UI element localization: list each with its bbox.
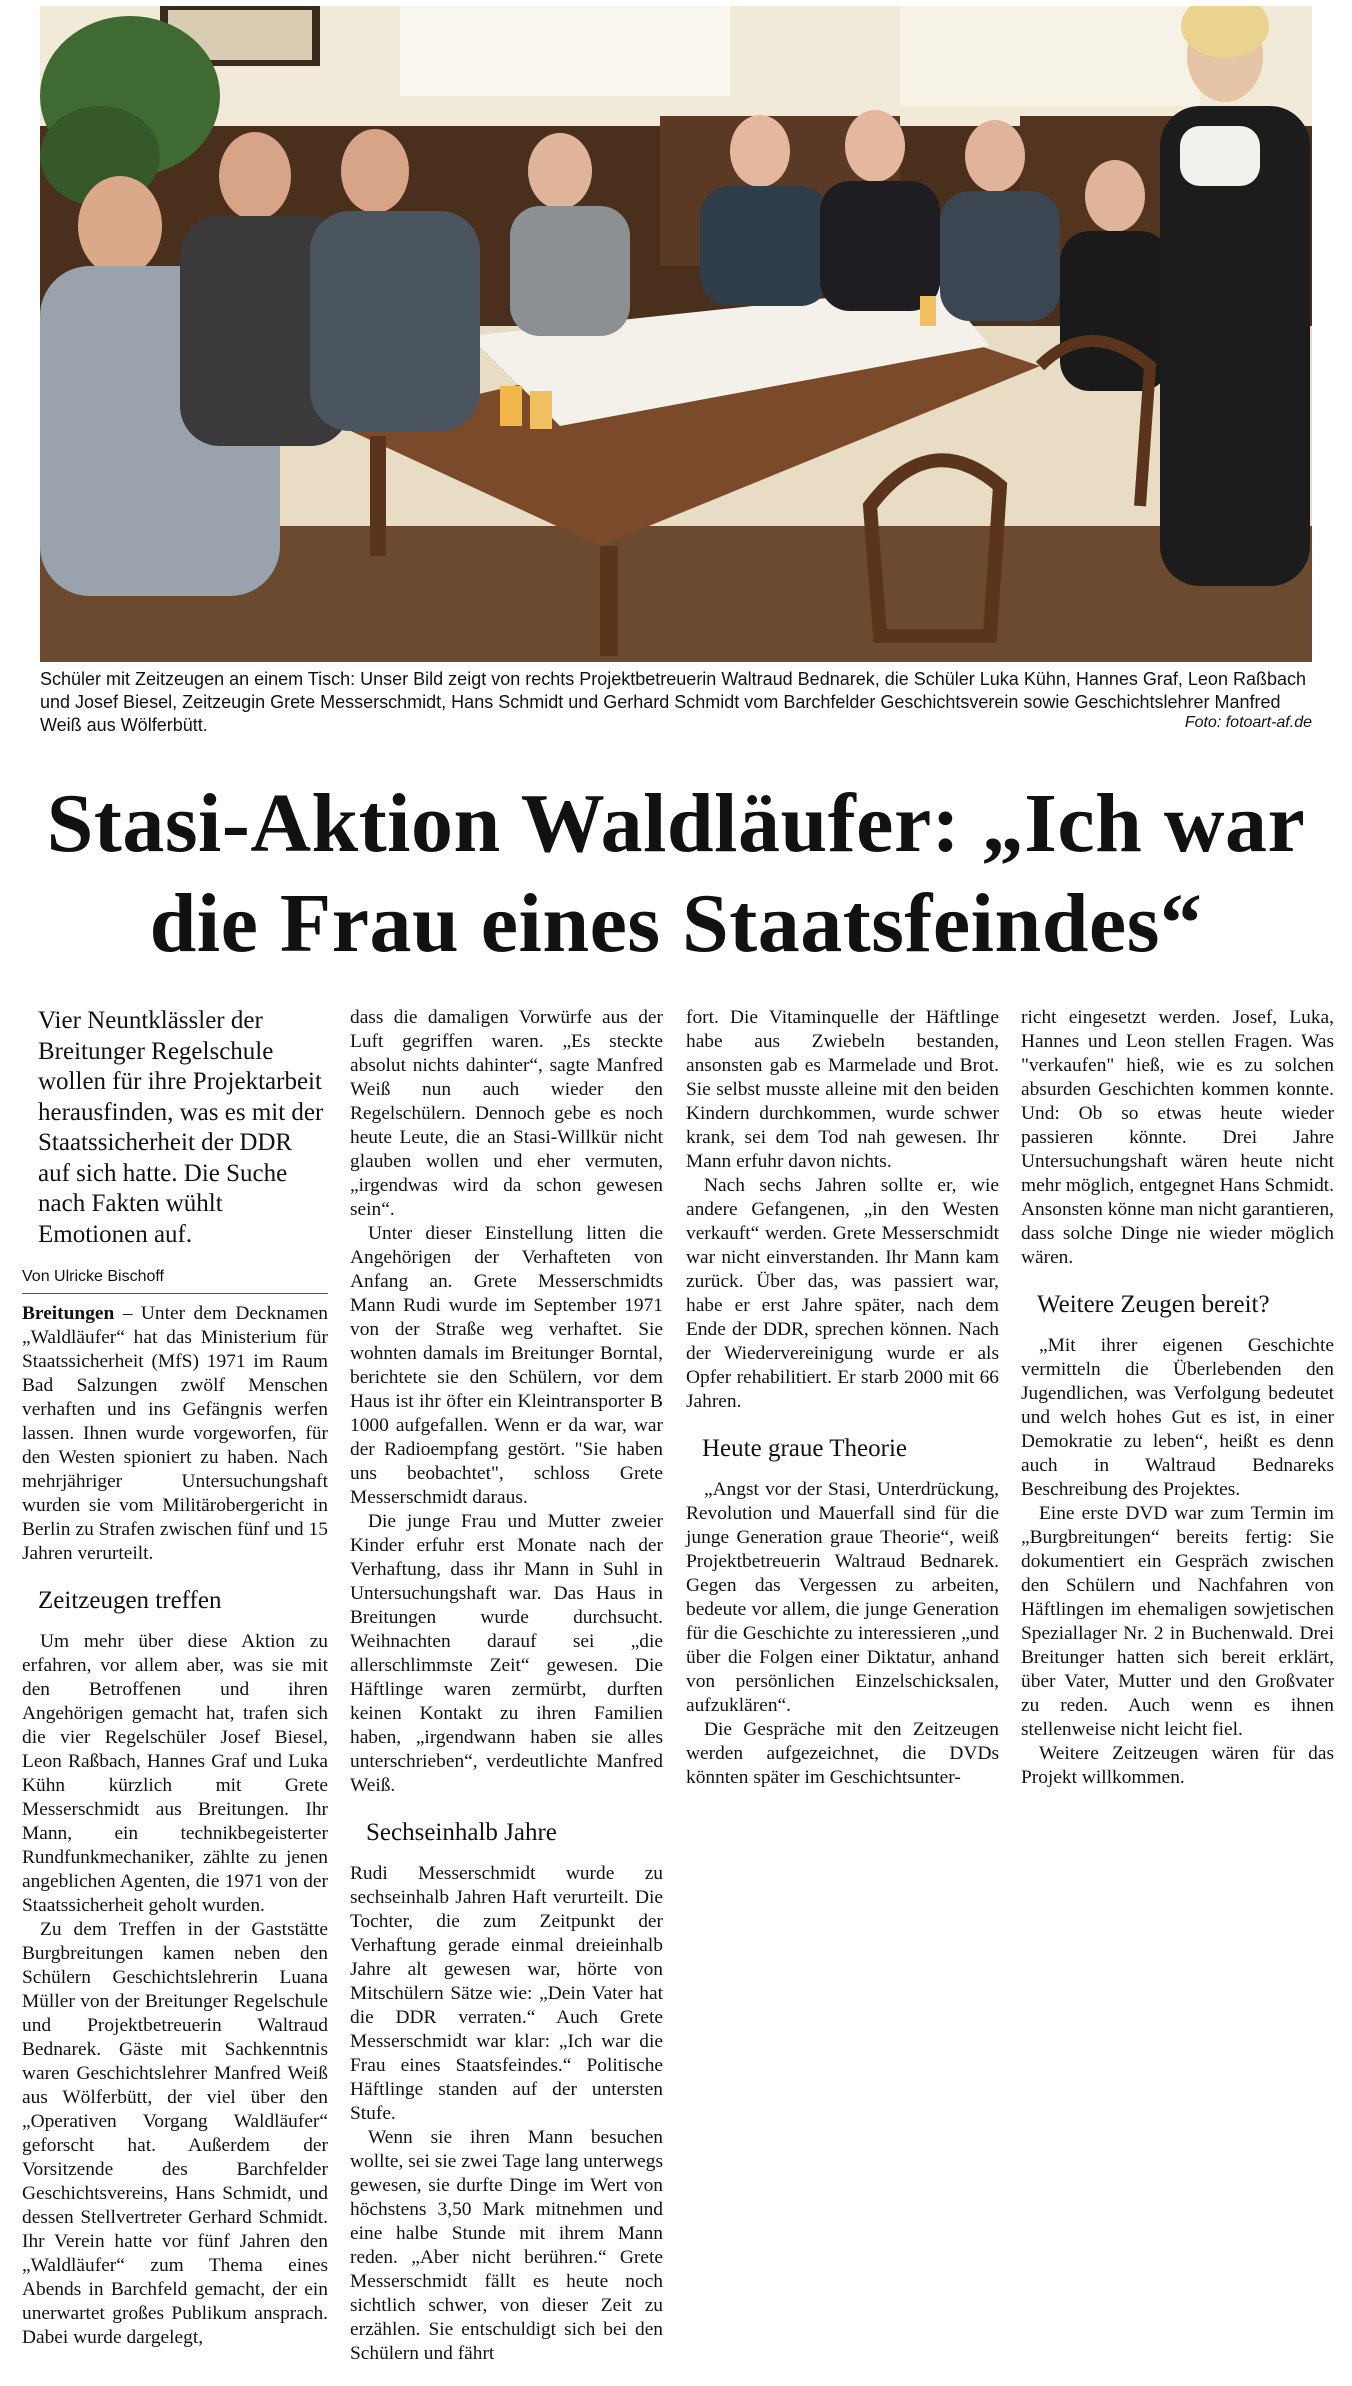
article-column-2	[350, 1006, 663, 2366]
paragraph: Rudi Messerschmidt wurde zu sechseinhalb Jahren Haft verurteilt. Die Tochter, die zum Zeitpunkt der Verhaftung gerade einmal dreieinhalb Jahre alt gewesen war, hörte von Mitschülern Sätze wie: „Dein Vater hat die DDR verraten.“ Auch Grete Messerschmidt war klar: „Ich war die Frau eines Staatsfeindes.“ Politische Häftlinge standen auf der untersten Stufe.	[350, 1863, 663, 2124]
paragraph: Eine erste DVD war zum Termin im „Burgbreitungen“ bereits fertig: Sie dokumentiert ein Gespräch zwischen den Schülern und Nachfahren von Häftlingen im ehemaligen sowjetischen Speziallager Nr. 2 in Buchenwald. Drei Breitunger hatten sich bereit erklärt, über Vater, Mutter und den Großvater zu reden. Auch wenn es ihnen stellenweise nicht leicht fiel.	[1021, 1503, 1334, 1740]
paragraph: Die junge Frau und Mutter zweier Kinder erfuhr erst Monate nach der Verhaftung, dass ihr Mann in Suhl in Untersuchungshaft war. Das Haus in Breitungen wurde durchsucht. Weihnachten darauf sei „die allerschlimmste Zeit“ gewesen. Die Häftlinge waren zermürbt, durften keinen Kontakt zu ihren Familien haben, „irgendwann haben sie alles unterschrieben“, verdeutlichte Manfred Weiß.	[350, 1511, 663, 1796]
subheading-zeitzeugen: Zeitzeugen treffen	[38, 1587, 222, 1614]
paragraph: Die Gespräche mit den Zeitzeugen werden aufgezeichnet, die DVDs könnten später im Geschichtsunter-	[686, 1719, 999, 1788]
article-teaser: Vier Neuntklässler der Breitunger Regelschule wollen für ihre Projektarbeit herausfinden, was es mit der Staatssicherheit der DDR auf sich hatte. Die Suche nach Fakten wühlt Emotionen auf.	[38, 1007, 324, 1248]
dateline: Breitungen	[22, 1303, 115, 1324]
subheading-sechseinhalb: Sechseinhalb Jahre	[366, 1819, 557, 1846]
paragraph: „Mit ihrer eigenen Geschichte vermitteln die Überlebenden den Jugendlichen, was Verfolgung bedeutet und welch hohes Gut es ist, in einer Demokratie zu leben“, heißt es denn auch in Waltraud Bednareks Beschreibung des Projektes.	[1021, 1335, 1334, 1500]
paragraph: Unter dieser Einstellung litten die Angehörigen der Verhafteten von Anfang an. Grete Messerschmidts Mann Rudi wurde im September 1971 von der Straße weg verhaftet. Sie wohnten damals im Breitunger Borntal, berichtete sie den Schülern, vor dem Haus ist ihr öfter ein Kleintransporter B 1000 aufgefallen. Wenn er da war, war der Radioempfang gestört. "Sie haben uns beobachtet", schloss Grete Messerschmidt daraus.	[350, 1223, 663, 1508]
article-column-4	[1021, 1006, 1334, 1790]
subheading-zeugen: Weitere Zeugen bereit?	[1037, 1291, 1270, 1318]
byline: Von Ulricke Bischoff	[22, 1266, 328, 1294]
article-column-3	[686, 1006, 999, 1790]
headline-line-2: die Frau eines Staatsfeindes“	[149, 877, 1203, 970]
paragraph: fort. Die Vitaminquelle der Häftlinge habe aus Zwiebeln bestanden, ansonsten gab es Marmelade und Brot. Sie selbst musste alleine mit den beiden Kindern durchkommen, wurde schwer krank, sei dem Tod nah gewesen. Ihr Mann erfuhr davon nichts.	[686, 1007, 999, 1172]
photo-credit: Foto: fotoart-af.de	[1184, 714, 1312, 731]
paragraph: Nach sechs Jahren sollte er, wie andere Gefangenen, „in den Westen verkauft“ werden. Grete Messerschmidt war nicht einverstanden. Ihr Mann kam zurück. Über das, was passiert war, habe er erst Jahre später, nach dem Ende der DDR, sprechen können. Nach der Wiedervereinigung wurde er als Opfer rehabilitiert. Er starb 2000 mit 66 Jahren.	[686, 1175, 999, 1412]
paragraph-text: – Unter dem Decknamen „Waldläufer“ hat das Ministerium für Staatssicherheit (MfS) 1971 im Raum Bad Salzungen zwölf Menschen verhaften und ins Gefängnis werfen lassen. Ihnen wurde vorgeworfen, für den Westen spioniert zu haben. Nach mehrjähriger Untersuchungshaft wurden sie vom Militärobergericht in Berlin zu Strafen zwischen fünf und 15 Jahren verurteilt.	[22, 1303, 328, 1564]
article-photo	[40, 6, 1312, 662]
paragraph: richt eingesetzt werden. Josef, Luka, Hannes und Leon stellen Fragen. Was "verkaufen" hieß, wie es zu solchen absurden Geschichten kommen konnte. Und: Ob so etwas heute wieder passieren könnte. Drei Jahre Untersuchungshaft wären heute nicht mehr möglich, entgegnet Hans Schmidt. Ansonsten könne man nicht garantieren, dass solche Dinge nie wieder möglich wären.	[1021, 1007, 1334, 1268]
photo-image-icon	[40, 6, 1312, 662]
paragraph: Um mehr über diese Aktion zu erfahren, vor allem aber, was sie mit den Betroffenen und ihren Angehörigen gemacht hat, trafen sich die vier Regelschüler Josef Biesel, Leon Raßbach, Hannes Graf und Luka Kühn kürzlich mit Grete Messerschmidt aus Breitungen. Ihr Mann, ein technikbegeisterter Rundfunkmechaniker, zählte zu jenen angeblichen Agenten, die 1971 von der Staatssicherheit geholt wurden.	[22, 1631, 328, 1916]
photo-caption: Schüler mit Zeitzeugen an einem Tisch: Unser Bild zeigt von rechts Projektbetreuerin Waltraud Bednarek, die Schüler Luka Kühn, Hannes Graf, Leon Raßbach und Josef Biesel, Zeitzeugin Grete Messerschmidt, Hans Schmidt und Gerhard Schmidt vom Barchfelder Geschichtsverein sowie Geschichtslehrer Manfred Weiß aus Wölferbütt.	[40, 669, 1306, 735]
paragraph	[22, 1302, 328, 1566]
article-column-1	[22, 1006, 328, 2350]
headline	[20, 774, 1332, 974]
paragraph: Weitere Zeitzeugen wären für das Projekt willkommen.	[1021, 1743, 1334, 1788]
paragraph: „Angst vor der Stasi, Unterdrückung, Revolution und Mauerfall sind für die junge Generation graue Theorie“, weiß Projektbetreuerin Waltraud Bednarek. Gegen das Vergessen zu arbeiten, bedeute vor allem, die junge Generation für die Geschichte zu interessieren „und über die Folgen einer Diktatur, anhand von persönlichen Einzelschicksalen, aufzuklären“.	[686, 1479, 999, 1716]
paragraph: dass die damaligen Vorwürfe aus der Luft gegriffen waren. „Es steckte absolut nichts dahinter“, sagte Manfred Weiß nun auch wieder den Regelschülern. Dennoch gebe es noch heute Leute, die an Stasi-Willkür nicht glauben wollen und eher vermuten, „irgendwas wird da schon gewesen sein“.	[350, 1007, 663, 1220]
headline-line-1: Stasi-Aktion Waldläufer: „Ich war	[46, 777, 1306, 870]
subheading-theorie: Heute graue Theorie	[702, 1435, 907, 1462]
paragraph: Wenn sie ihren Mann besuchen wollte, sei sie zwei Tage lang unterwegs gewesen, sie durfte Dinge im Wert von höchstens 3,50 Mark mitnehmen und eine halbe Stunde mit ihrem Mann reden. „Aber nicht berühren.“ Grete Messerschmidt fällt es heute noch sichtlich schwer, von dieser Zeit zu erzählen. Sie entschuldigt sich bei den Schülern und fährt	[350, 2127, 663, 2364]
paragraph: Zu dem Treffen in der Gaststätte Burgbreitungen kamen neben den Schülern Geschichtslehrerin Luana Müller von der Breitunger Regelschule und Projektbetreuerin Waltraud Bednarek. Gäste mit Sachkenntnis waren Geschichtslehrer Manfred Weiß aus Wölferbütt, der viel über den „Operativen Vorgang Waldläufer“ geforscht hat. Außerdem der Vorsitzende des Barchfelder Geschichtsvereins, Hans Schmidt, und dessen Stellvertreter Gerhard Schmidt. Ihr Verein hatte vor fünf Jahren den „Waldläufer“ zum Thema eines Abends in Barchfeld gemacht, der ein unerwartet großes Publikum ansprach. Dabei wurde dargelegt,	[22, 1919, 328, 2348]
